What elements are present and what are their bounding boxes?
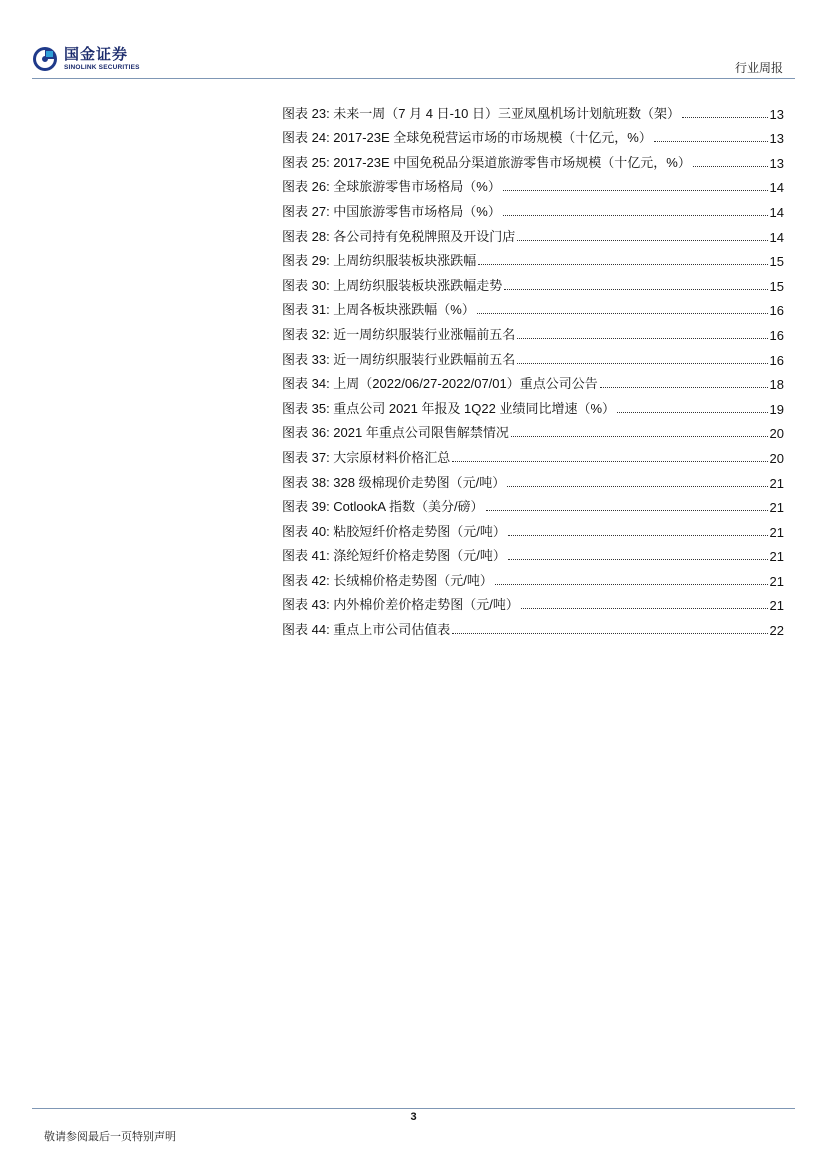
toc-entry[interactable] [282,368,784,393]
toc-entry-label: 图表 30: 上周纺织服装板块涨跌幅走势 [282,277,503,293]
toc-entry-label: 图表 35: 重点公司 2021 年报及 1Q22 业绩同比增速（%） [282,400,616,416]
toc-entry[interactable] [282,146,784,171]
toc-entry-page: 20 [769,450,784,466]
toc-entry-label: 图表 36: 2021 年重点公司限售解禁情况 [282,425,509,441]
toc-entry-label: 图表 25: 2017-23E 中国免税品分渠道旅游零售市场规模（十亿元，%） [282,154,691,170]
toc-leader-dots [507,486,767,487]
footer-divider [32,1108,795,1109]
report-type-label: 行业周报 [734,61,783,75]
toc-leader-dots [503,215,768,216]
toc-entry-label: 图表 26: 全球旅游零售市场格局（%） [282,179,501,195]
toc-leader-dots [654,141,768,142]
toc-entry-label: 图表 41: 涤纶短纤价格走势图（元/吨） [282,548,506,564]
toc-entry[interactable] [282,540,784,565]
toc-leader-dots [452,461,767,462]
toc-entry-page: 14 [769,180,784,196]
toc-entry-page: 13 [769,131,784,147]
toc-leader-dots [508,559,768,560]
toc-entry[interactable] [282,564,784,589]
toc-leader-dots [617,412,768,413]
toc-entry-label: 图表 28: 各公司持有免税牌照及开设门店 [282,228,516,244]
toc-entry[interactable] [282,343,784,368]
toc-leader-dots [508,535,768,536]
toc-entry-label: 图表 24: 2017-23E 全球免税营运市场的市场规模（十亿元，%） [282,130,652,146]
toc-leader-dots [682,117,768,118]
toc-entry-page: 18 [769,377,784,393]
toc-entry-page: 19 [769,401,784,417]
toc-entry-page: 21 [769,573,784,589]
toc-entry-page: 14 [769,204,784,220]
toc-entry-label: 图表 44: 重点上市公司估值表 [282,622,451,638]
toc-leader-dots [517,338,767,339]
toc-entry-page: 13 [769,155,784,171]
toc-leader-dots [511,436,768,437]
toc-entry-label: 图表 27: 中国旅游零售市场格局（%） [282,203,501,219]
toc-entry-label: 图表 43: 内外棉价差价格走势图（元/吨） [282,597,519,613]
toc-entry-label: 图表 31: 上周各板块涨跌幅（%） [282,302,475,318]
toc-entry-page: 20 [769,426,784,442]
toc-leader-dots [495,584,768,585]
toc-leader-dots [503,190,768,191]
toc-entry-page: 21 [769,598,784,614]
toc-leader-dots [521,608,768,609]
toc-entry-page: 21 [769,524,784,540]
toc-entry[interactable] [282,195,784,220]
footer-disclaimer: 敬请参阅最后一页特别声明 [44,1131,176,1143]
toc-entry-label: 图表 40: 粘胶短纤价格走势图（元/吨） [282,523,506,539]
toc-entry-label: 图表 34: 上周（2022/06/27-2022/07/01）重点公司公告 [282,376,598,392]
toc-entry[interactable] [282,318,784,343]
toc-entry[interactable] [282,269,784,294]
toc-entry[interactable] [282,589,784,614]
toc-entry-label: 图表 33: 近一周纺织服装行业跌幅前五名 [282,351,516,367]
toc-entry-page: 21 [769,549,784,565]
toc-leader-dots [517,363,767,364]
toc-leader-dots [486,510,768,511]
toc-entry-page: 15 [769,278,784,294]
toc-entry-page: 14 [769,229,784,245]
toc-leader-dots [477,313,768,314]
toc-entry[interactable] [282,97,784,122]
toc-entry-label: 图表 32: 近一周纺织服装行业涨幅前五名 [282,326,516,342]
company-logo [32,46,140,72]
toc-leader-dots [600,387,768,388]
toc-entry[interactable] [282,491,784,516]
toc-entry-label: 图表 29: 上周纺织服装板块涨跌幅 [282,253,477,269]
toc-leader-dots [504,289,767,290]
toc-entry-page: 16 [769,303,784,319]
toc-leader-dots [517,240,767,241]
figure-list [282,97,784,638]
toc-entry[interactable] [282,441,784,466]
toc-entry[interactable] [282,171,784,196]
header-divider [32,78,795,79]
toc-entry[interactable] [282,417,784,442]
toc-entry[interactable] [282,122,784,147]
toc-entry[interactable] [282,466,784,491]
toc-entry-label: 图表 38: 328 级棉现价走势图（元/吨） [282,474,506,490]
sinolink-logo-icon [32,46,58,72]
toc-entry[interactable] [282,245,784,270]
toc-entry-label: 图表 39: CotlookA 指数（美分/磅） [282,499,484,515]
toc-leader-dots [478,264,767,265]
toc-leader-dots [693,166,768,167]
page-number: 3 [410,1111,417,1123]
toc-entry-page: 21 [769,500,784,516]
toc-entry-label: 图表 23: 未来一周（7 月 4 日-10 日）三亚凤凰机场计划航班数（架） [282,105,680,121]
toc-entry[interactable] [282,515,784,540]
toc-entry[interactable] [282,220,784,245]
logo-english-name: SINOLINK SECURITIES [64,63,140,71]
toc-entry-page: 13 [769,106,784,122]
toc-leader-dots [452,633,767,634]
toc-entry-label: 图表 37: 大宗原材料价格汇总 [282,449,451,465]
toc-entry[interactable] [282,392,784,417]
toc-entry-page: 16 [769,327,784,343]
toc-entry-page: 15 [769,254,784,270]
toc-entry[interactable] [282,613,784,638]
toc-entry-page: 21 [769,475,784,491]
toc-entry-label: 图表 42: 长绒棉价格走势图（元/吨） [282,572,493,588]
toc-entry-page: 16 [769,352,784,368]
toc-entry[interactable] [282,294,784,319]
logo-chinese-name: 国金证券 [64,45,129,63]
page-header [0,0,827,80]
toc-entry-page: 22 [769,623,784,639]
